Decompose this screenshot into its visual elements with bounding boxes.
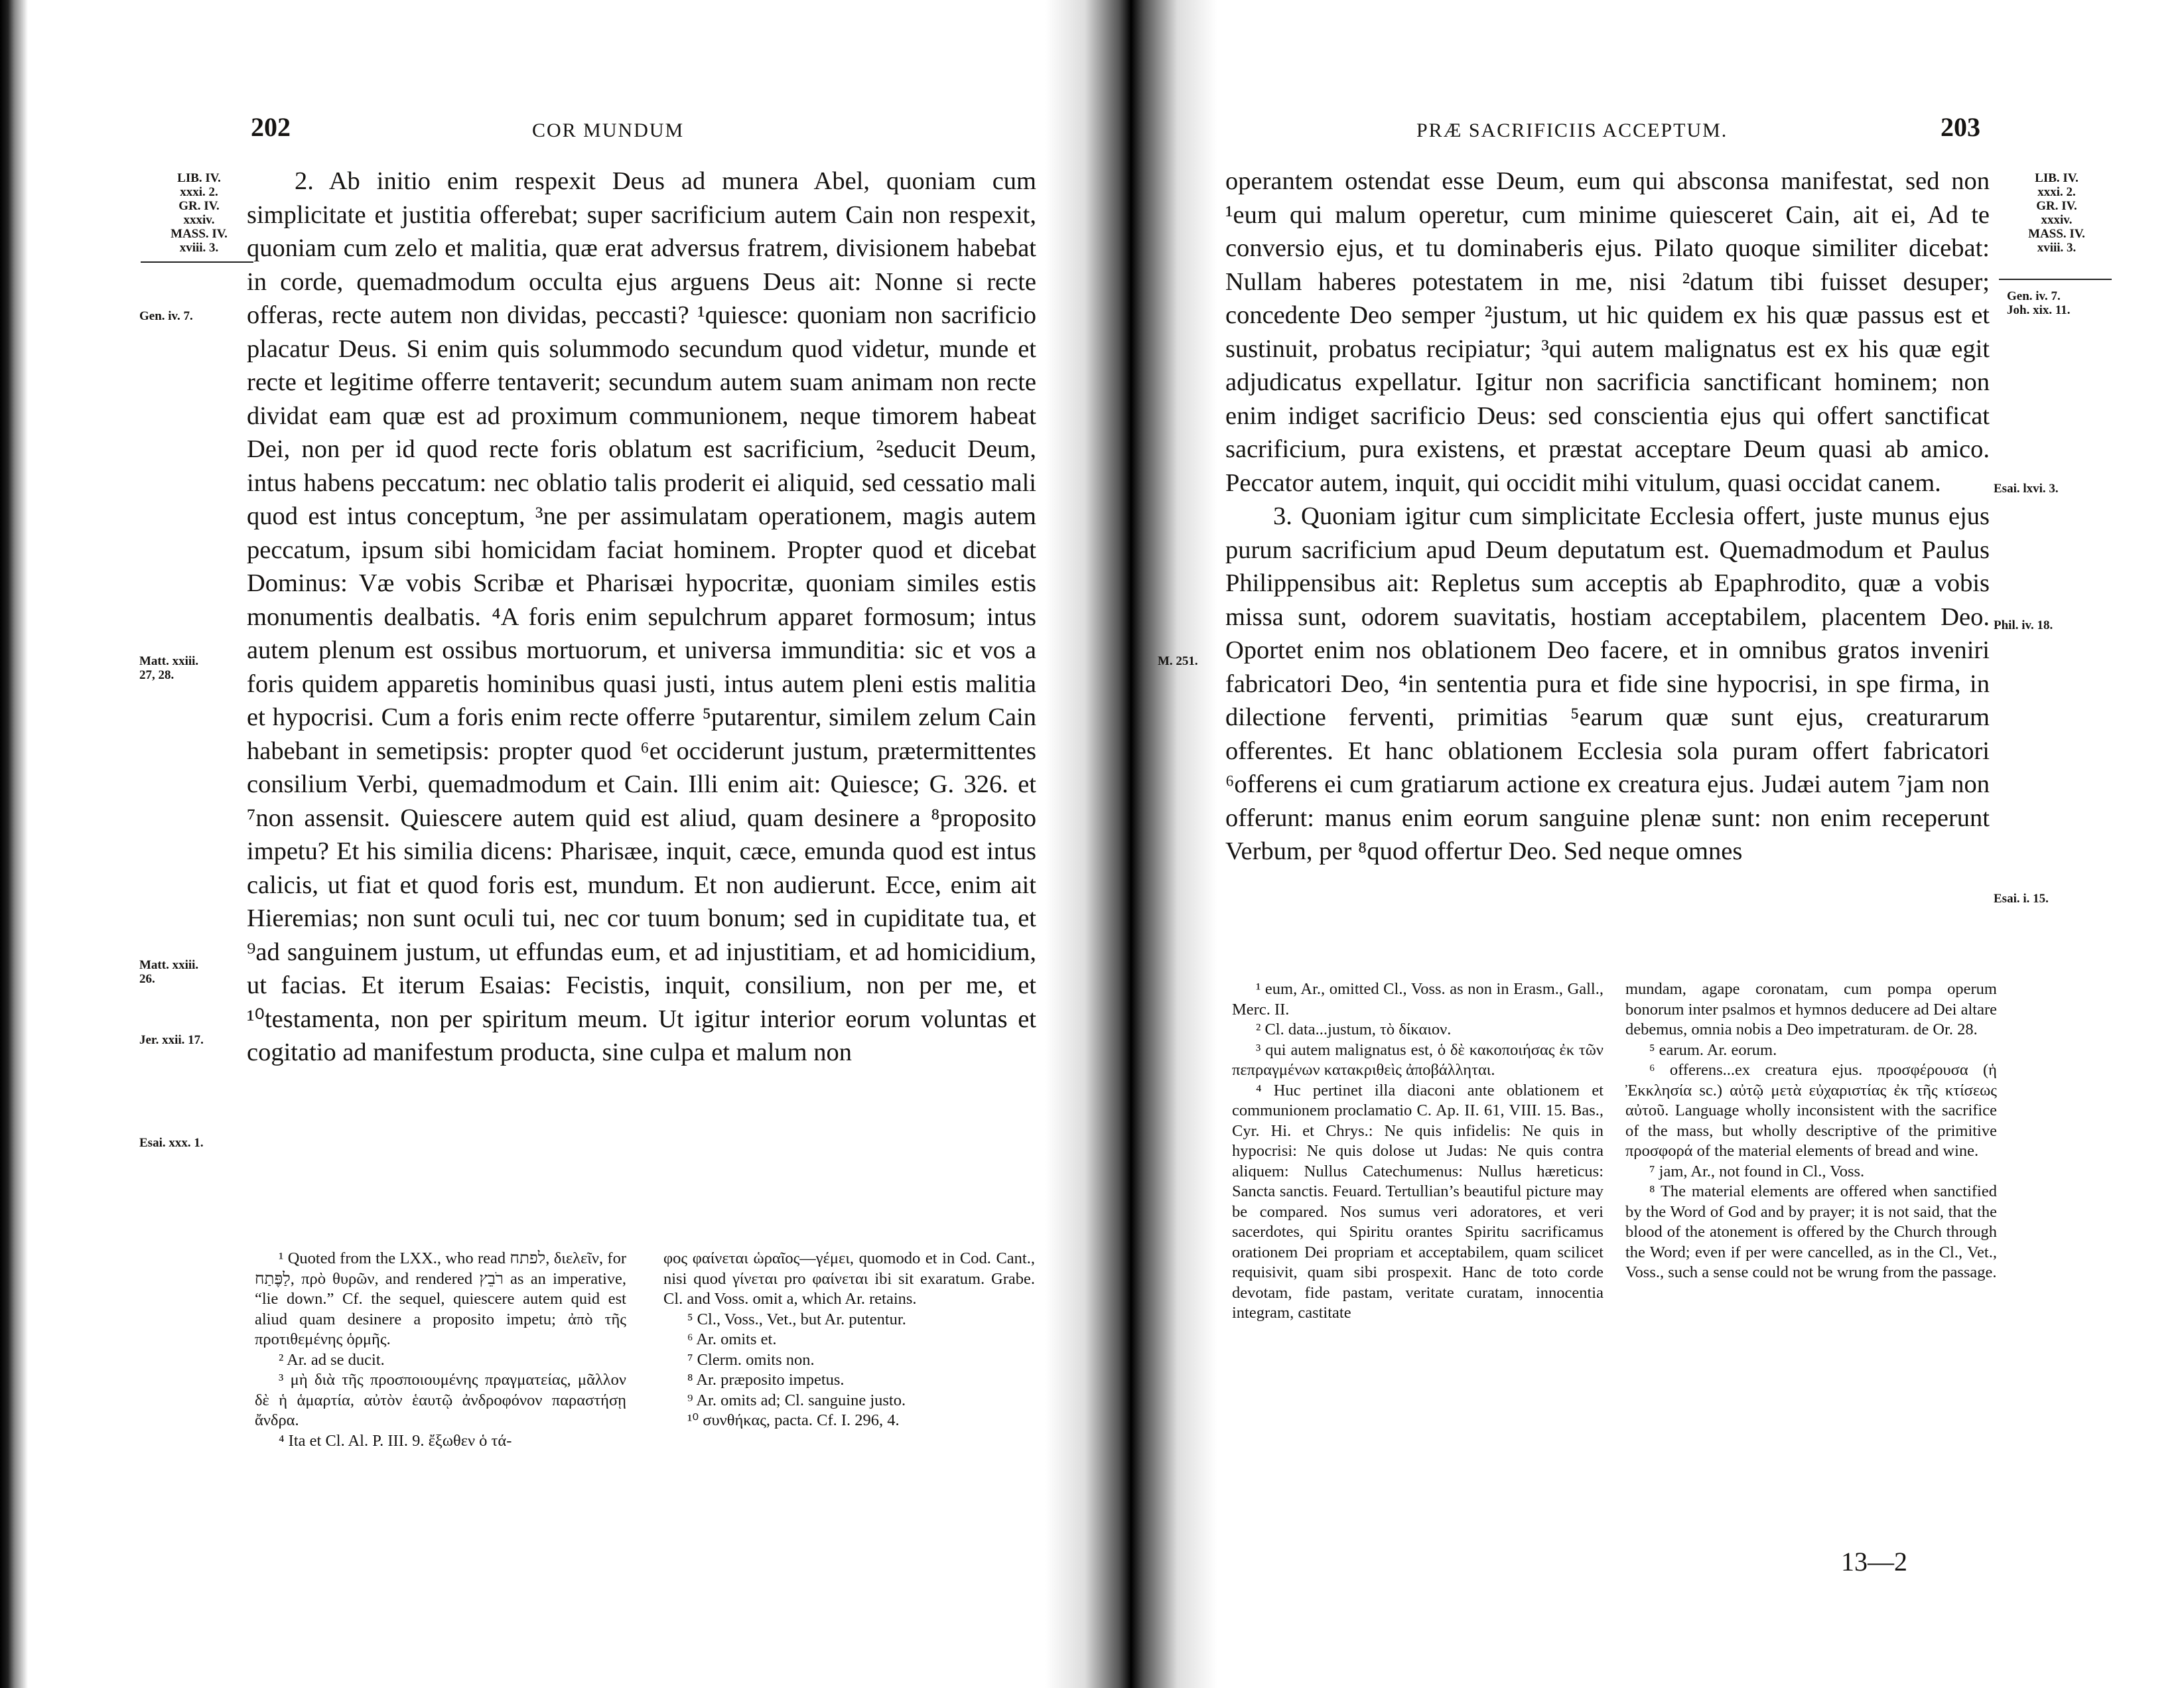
left-margin-note-jer: Jer. xxii. 17. <box>139 1033 204 1047</box>
right-margin-note-phil: Phil. iv. 18. <box>1994 618 2053 632</box>
right-footnote: ⁸ The material elements are offered when sanctified by the Word of God and by prayer; it is not said, that the blood of the atonement is offered by the Church through the Word; even if per were cancelled, as in the Cl., Vet., Voss., such a sense could not be wrung from the passage. <box>1625 1182 1997 1281</box>
left-footnote: ² Ar. ad se ducit. <box>279 1350 385 1369</box>
right-page-number: 203 <box>1941 112 1980 142</box>
right-running-head: PRÆ SACRIFICIIS ACCEPTUM. <box>1416 119 1728 141</box>
left-footnote: ⁶ Ar. omits et. <box>687 1330 777 1348</box>
binding-edge-left <box>0 0 28 1688</box>
left-footnotes-column-2 <box>663 1249 1035 1431</box>
right-margin-note-esai-2: Esai. i. 15. <box>1994 892 2049 906</box>
left-margin-note-matt-2: Matt. xxiii. 26. <box>139 958 199 986</box>
right-footnote: mundam, agape coronatam, cum pompa operum bonorum inter psalmos et hymnos deducere ad Dei altare debemus, omnia nobis a Deo impetraturam. de Or. 28. <box>1625 980 1997 1038</box>
left-footnote: φος φαίνεται ὡραῖος—γέμει, quomodo et in Cod. Cant., nisi quod γίνεται pro φαίνεται ibi sit exaratum. Grabe. Cl. and Voss. omit a, which Ar. retains. <box>663 1249 1035 1308</box>
right-footnotes-column-1 <box>1232 979 1604 1324</box>
left-margin-note-book-ref: LIB. IV. xxxi. 2. GR. IV. xxxiv. MASS. IV. xviii. 3. <box>171 171 228 255</box>
right-footnote: ¹ eum, Ar., omitted Cl., Voss. as non in Erasm., Gall., Merc. II. <box>1232 980 1604 1019</box>
left-footnote: ¹⁰ συνθήκας, pacta. Cf. I. 296, 4. <box>687 1411 900 1429</box>
left-footnote: ⁵ Cl., Voss., Vet., but Ar. putentur. <box>687 1310 906 1328</box>
left-footnote: ⁹ Ar. omits ad; Cl. sanguine justo. <box>687 1391 906 1409</box>
right-footnote: ³ qui autem malignatus est, ὁ δὲ κακοποιήσας ἐκ τῶν πεπραγμένων κατακριθεὶς ἀποβάλληται. <box>1232 1040 1604 1079</box>
left-footnotes-column-1 <box>255 1249 626 1451</box>
signature-mark: 13—2 <box>1841 1547 1907 1577</box>
right-footnote: ⁵ earum. Ar. eorum. <box>1649 1040 1777 1059</box>
left-footnote: ⁴ Ita et Cl. Al. P. III. 9. ἔξωθεν ὁ τά- <box>279 1431 512 1450</box>
right-footnote: ⁴ Huc pertinet illa diaconi ante oblationem et communionem proclamatio C. Ap. II. 61, VIII. 15. Bas., Cyr. Hi. et Chrys.: Ne quis infidelis: Ne quis in hypocrisi: Ne quis dolose ut Judas: Ne quis contra aliquem: Nullus Catechumenus: Nullus hæreticus: Sancta sanctis. Feuard. Tertullian’s beautiful picture may be compared. Nos sumus veri adoratores, et veri sacerdotes, qui Spiritu orantes Spiritu sacrificamus orationem Dei propriam et acceptabilem, quam scilicet requisivit, quam sibi prospexit. Hanc de toto corde devotam, fide pastam, veritate curatam, innocentia integram, castitate <box>1232 1081 1604 1322</box>
left-margin-note-esai: Esai. xxx. 1. <box>139 1136 204 1150</box>
right-page <box>1158 0 2184 1688</box>
left-page-number: 202 <box>251 112 291 142</box>
right-margin-note-esai-1: Esai. lxvi. 3. <box>1994 482 2059 496</box>
right-margin-note-book-ref: LIB. IV. xxxi. 2. GR. IV. xxxiv. MASS. IV. xviii. 3. <box>2028 171 2085 255</box>
left-margin-note-matt-1: Matt. xxiii. 27, 28. <box>139 654 199 682</box>
right-margin-note-m251: M. 251. <box>1158 654 1198 668</box>
left-footnote: ³ μὴ διὰ τῆς προσποιουμένης πραγματείας, μᾶλλον δὲ ἡ ἁμαρτία, αὐτὸν ἑαυτῷ ἀνδροφόνον παραστήσῃ ἄνδρα. <box>255 1371 626 1429</box>
left-margin-rule <box>141 261 253 263</box>
right-footnote: ⁶ offerens...ex creatura ejus. προσφέρουσα (ἡ Ἐκκλησία sc.) αὐτῷ μετὰ εὐχαριστίας ἐκ τῆς κτίσεως αὐτοῦ. Language wholly inconsistent with the sacrifice of the mass, but wholly descriptive of the primitive προσφορά of the material elements of bread and wine. <box>1625 1061 1997 1160</box>
left-footnote: ¹ Quoted from the LXX., who read לפתח, διελεῖν, for לַפֶּתַח, πρὸ θυρῶν, and rendered רֹבֵץ as an imperative, “lie down.” Cf. the sequel, quiescere autem quid est aliud quam desinere a proposito impetu; ἀπὸ τῆς προτιθεμένης ὁρμῆς. <box>255 1249 627 1348</box>
left-page <box>28 0 1045 1688</box>
left-main-text <box>247 165 1036 1070</box>
right-margin-note-gen-joh: Gen. iv. 7. Joh. xix. 11. <box>2007 289 2071 317</box>
left-footnote: ⁸ Ar. præposito impetus. <box>687 1371 845 1389</box>
left-running-head: COR MUNDUM <box>532 119 685 141</box>
left-paragraph-2: 2. Ab initio enim respexit Deus ad munera Abel, quoniam cum simplicitate et justitia offerebat; super sacrificium autem Cain non respexit, quoniam cum zelo et malitia, quæ erat adversus fratrem, divisionem habebat in corde, quemadmodum occulta ejus arguens Deus ait: Nonne si recte offeras, recte autem non dividas, peccasti? ¹quiesce: quoniam non sacrificio placatur Deus. Si enim quis solummodo secundum quod videtur, munde et recte et legitime offerre tentaverit; secundum autem suam animam non recte dividat eam quæ est ad proximum communionem, neque timorem habeat Dei, non per id quod recte foris oblatum est sacrificium, ²seducit Deum, intus habens peccatum: nec oblatio talis proderit ei aliquid, sed cessatio mali quod est intus conceptum, ³ne per assimulatam operationem, magis autem peccatum, ipsum sibi homicidam faciat hominem. Propter quod et dicebat Dominus: Væ vobis Scribæ et Pharisæi hypocritæ, quoniam similes estis monumentis dealbatis. ⁴A foris enim sepulchrum apparet formosum; intus autem plenum est ossibus mortuorum, et universa immunditia: sic et vos a foris quidem apparetis hominibus quasi justi, intus autem pleni estis malitia et hypocrisi. Cum a foris enim recte offerre ⁵putarentur, similem zelum Cain habebant in semetipsis: propter quod ⁶et occiderunt justum, prætermittentes consilium Verbi, quemadmodum et Cain. Illi enim ait: Quiesce; G. 326. et ⁷non assensit. Quiescere autem quid est aliud, quam desinere a ⁸proposito impetu? Et his similia dicens: Pharisæe, inquit, cæce, emunda quod est intus calicis, ut fiat et quod foris est, mundum. Et non audierunt. Ecce, enim ait Hieremias; non sunt oculi tui, nec cor tuum bonum; sed in cupiditate tua, et ⁹ad sanguinem justum, ut effundas eum, et ad injustitiam, et ad homicidium, ut facias. Et iterum Esaias: Fecistis, inquit, consilium, non per me, et ¹⁰testamenta, non per spiritum meum. Ut igitur interior eorum voluntas et cogitatio ad manifestum producta, sine culpa et malum non <box>247 167 1036 1066</box>
right-main-text <box>1225 165 1990 869</box>
right-paragraph-3: 3. Quoniam igitur cum simplicitate Ecclesia offert, juste munus ejus purum sacrificium apud Deum deputatum est. Quemadmodum et Paulus Philippensibus ait: Repletus sum acceptis ab Epaphrodito, quæ a vobis missa sunt, odorem suavitatis, hostiam acceptabilem, placentem Deo. Oportet enim nos oblationem Deo facere, et in omnibus gratos inveniri fabricatori Deo, ⁴in sententia pura et fide sine hypocrisi, in spe firma, in dilectione ferventi, primitias ⁵earum quæ sunt ejus, creaturarum offerentes. Et hanc oblationem Ecclesia sola puram offert fabricatori ⁶offerens ei cum gratiarum actione ex creatura ejus. Judæi autem ⁷jam non offerunt: manus enim eorum sanguine plenæ sunt: non enim receperunt Verbum, per ⁸quod offertur Deo. Sed neque omnes <box>1225 502 1990 865</box>
right-margin-rule <box>1999 279 2112 280</box>
right-footnote: ² Cl. data...justum, τὸ δίκαιον. <box>1256 1020 1452 1038</box>
right-footnote: ⁷ jam, Ar., not found in Cl., Voss. <box>1649 1162 1865 1180</box>
right-paragraph-continued: operantem ostendat esse Deum, eum qui absconsa manifestat, sed non ¹eum qui malum operetur, cum minime quiesceret Cain, ait ei, Ad te conversio ejus, et tu dominaberis ejus. Pilato quoque similiter dicebat: Nullam haberes potestatem in me, nisi ²datum tibi fuisset desuper; concedente Deo semper ²justum, ut hic quidem ex his quæ passus est et sustinuit, probatus recipiatur; ³qui autem malignatus est ex his quæ egit adjudicatus expellatur. Igitur non sacrificia sanctificant hominem; non enim indiget sacrificio Deus: sed conscientia ejus qui offert sanctificat sacrificium, pura existens, et præstat acceptare Deum quasi ab amico. Peccator autem, inquit, qui occidit mihi vitulum, quasi occidat canem. <box>1225 167 1990 497</box>
book-gutter <box>1045 0 1217 1688</box>
left-margin-note-gen: Gen. iv. 7. <box>139 309 193 323</box>
right-footnotes-column-2 <box>1625 979 1997 1283</box>
left-footnote: ⁷ Clerm. omits non. <box>687 1350 815 1369</box>
